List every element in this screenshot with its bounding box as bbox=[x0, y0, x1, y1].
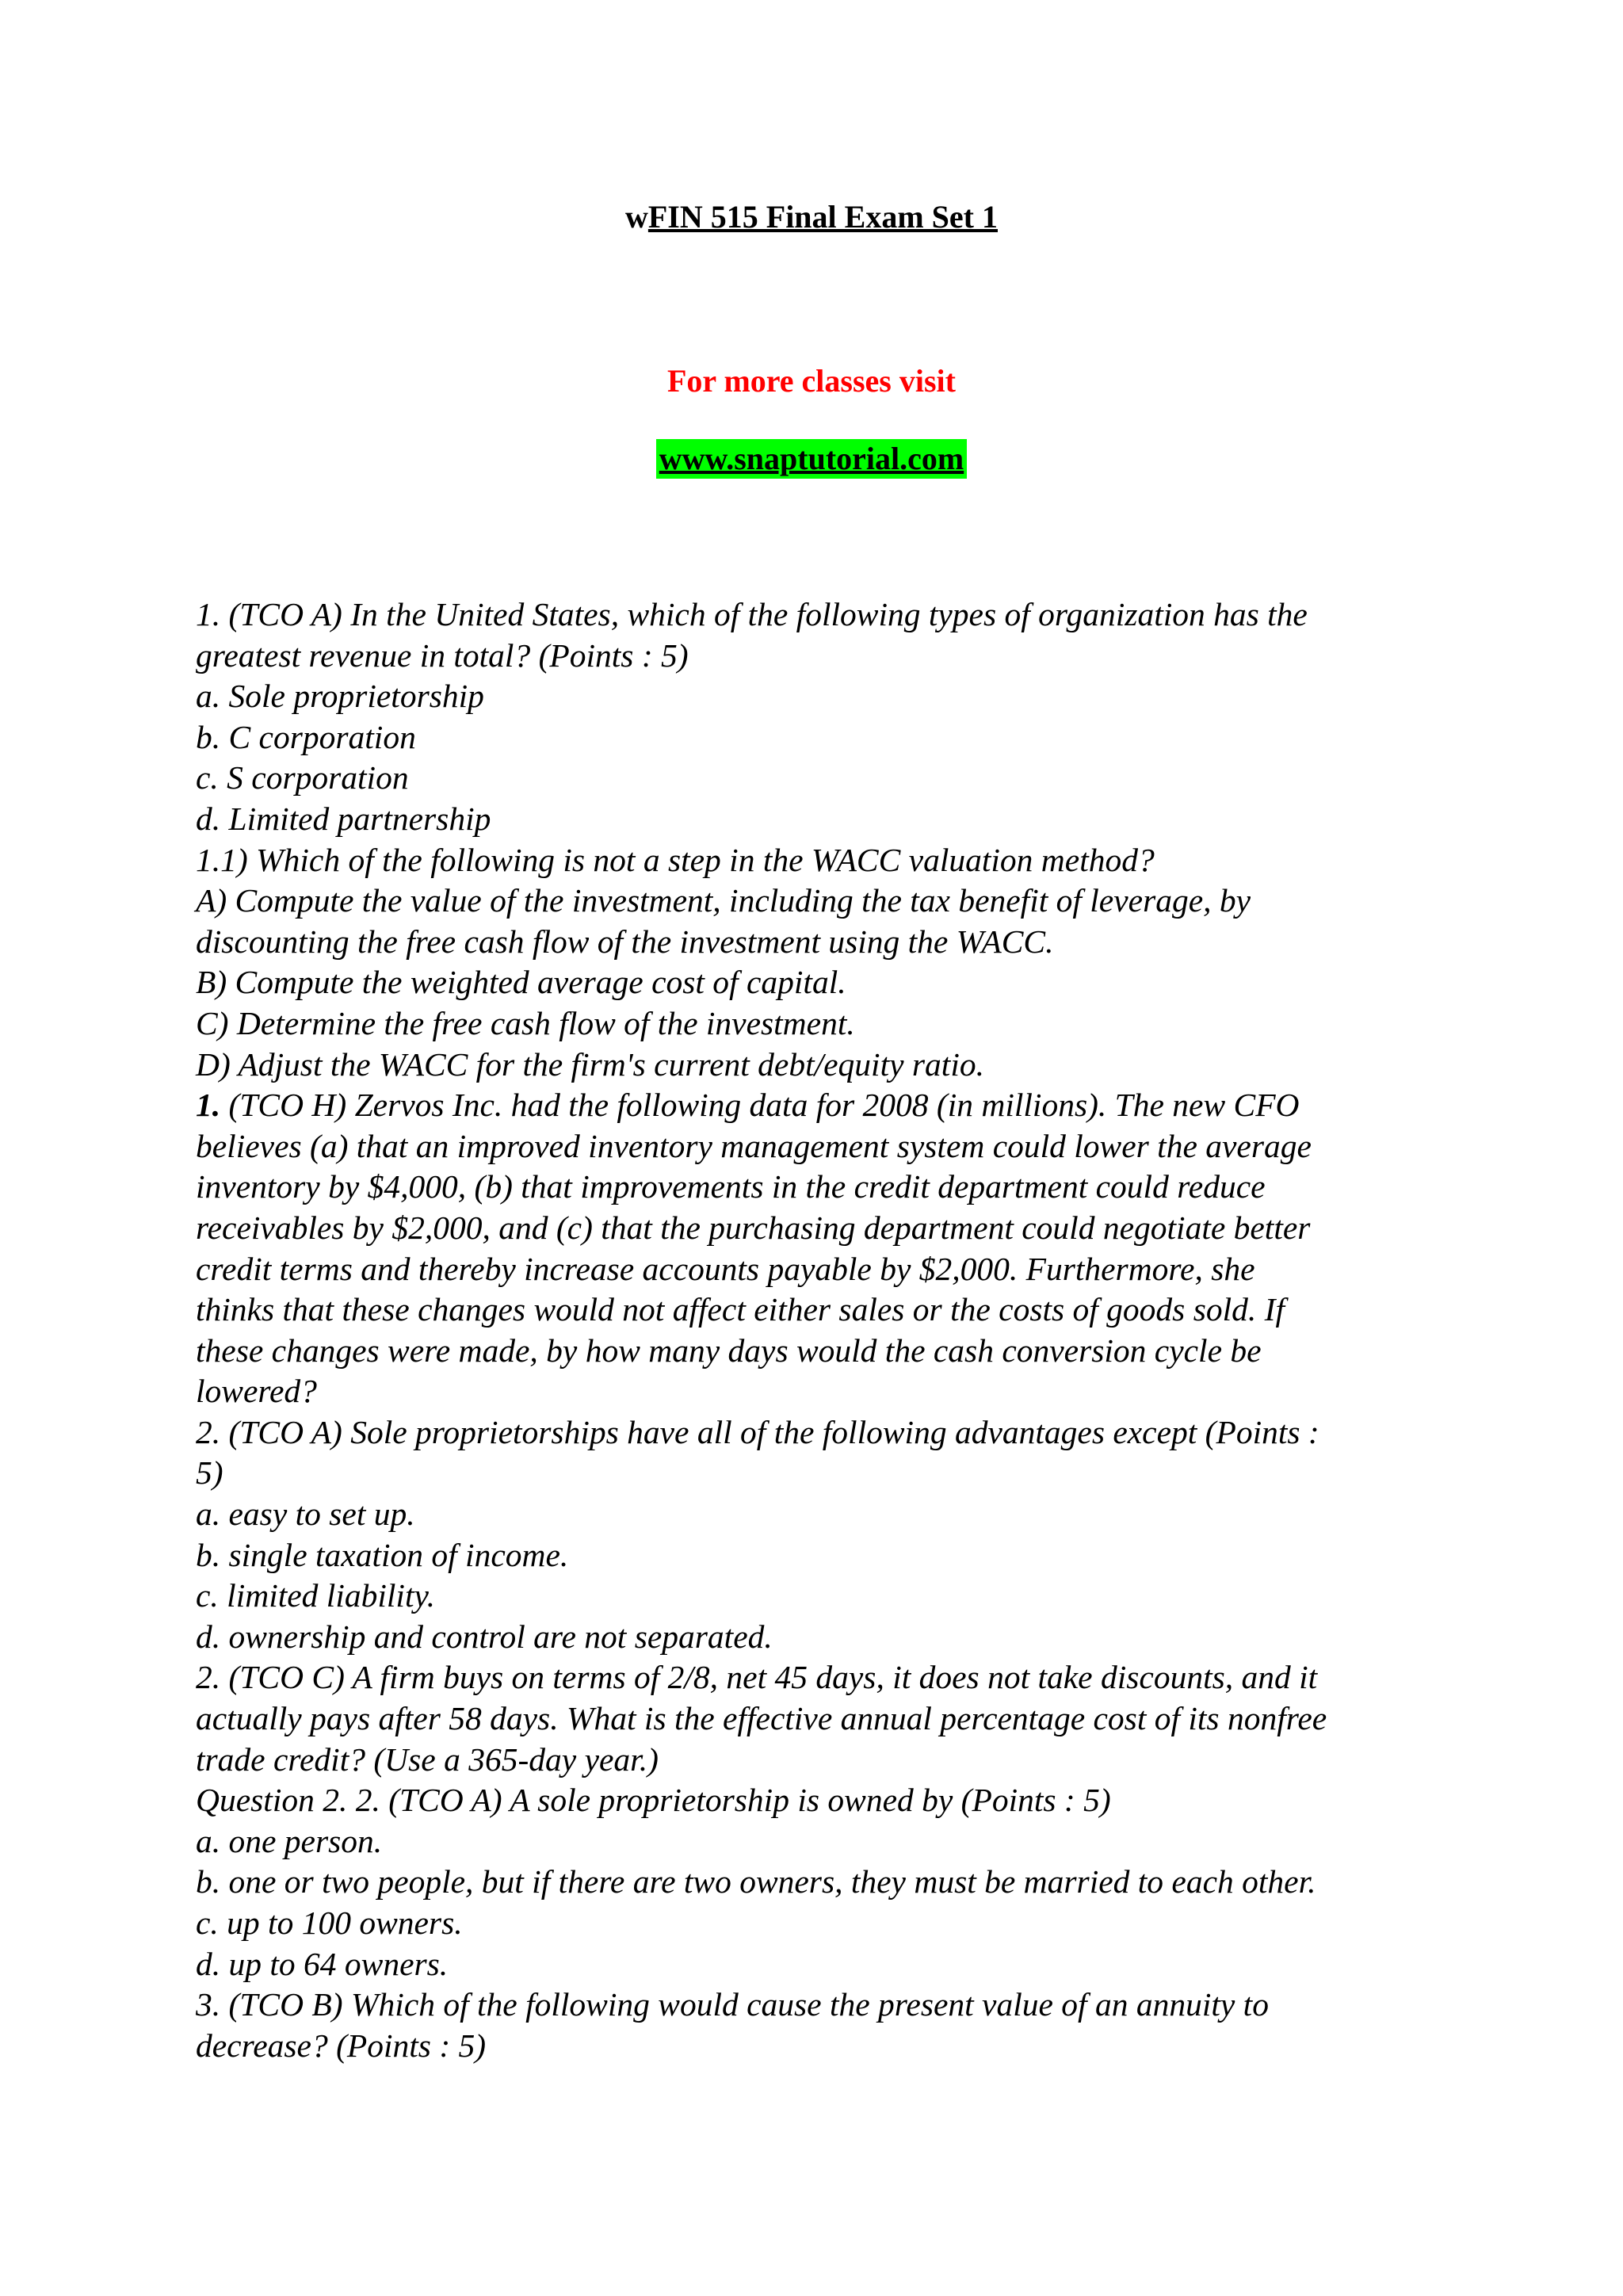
text-line: B) Compute the weighted average cost of capital. bbox=[196, 964, 846, 1001]
text-line: these changes were made, by how many days would the cash conversion cycle be bbox=[196, 1331, 1262, 1369]
title-main: FIN 515 Final Exam Set 1 bbox=[647, 199, 998, 235]
text-line: believes (a) that an improved inventory management system could lower the average bbox=[196, 1127, 1312, 1164]
text-line: 1. (TCO A) In the United States, which of the following types of organization has the bbox=[196, 596, 1308, 632]
promo-text: For more classes visit bbox=[666, 363, 956, 399]
text-line: D) Adjust the WACC for the firm's current debt/equity ratio. bbox=[196, 1045, 984, 1083]
exam-content bbox=[196, 594, 1432, 2066]
text-line: inventory by $4,000, (b) that improvements in the credit department could reduce bbox=[196, 1168, 1266, 1205]
text-line: discounting the free cash flow of the investment using the WACC. bbox=[196, 923, 1054, 960]
text-line: lowered? bbox=[196, 1373, 317, 1410]
text-line: (TCO H) Zervos Inc. had the following data for 2008 (in millions). The new CFO bbox=[228, 1087, 1300, 1124]
promo-link[interactable]: www.snaptutorial.com bbox=[656, 439, 967, 479]
text-line: decrease? (Points : 5) bbox=[196, 2027, 487, 2064]
text-line: a. one person. bbox=[196, 1822, 383, 1859]
text-line: 2. (TCO C) A firm buys on terms of 2/8, net 45 days, it does not take discounts, and it bbox=[196, 1659, 1318, 1696]
text-line: a. Sole proprietorship bbox=[196, 678, 484, 715]
text-line: c. limited liability. bbox=[196, 1577, 435, 1614]
text-line: greatest revenue in total? (Points : 5) bbox=[196, 636, 689, 674]
promo-link-wrapper bbox=[0, 439, 1623, 479]
bold-number: 1. bbox=[196, 1087, 221, 1124]
text-line: d. up to 64 owners. bbox=[196, 1945, 449, 1982]
text-line: b. one or two people, but if there are two owners, they must be married to each other. bbox=[196, 1863, 1316, 1901]
text-line: d. Limited partnership bbox=[196, 800, 491, 837]
text-line: 2. (TCO A) Sole proprietorships have all of the following advantages except (Points : bbox=[196, 1413, 1319, 1450]
text-line: Question 2. 2. (TCO A) A sole proprietorship is owned by (Points : 5) bbox=[196, 1782, 1111, 1819]
text-line: c. up to 100 owners. bbox=[196, 1904, 463, 1941]
text-line: 3. (TCO B) Which of the following would cause the present value of an annuity to bbox=[196, 1986, 1269, 2023]
text-line: receivables by $2,000, and (c) that the purchasing department could negotiate better bbox=[196, 1209, 1311, 1246]
text-line: c. S corporation bbox=[196, 759, 409, 797]
text-line-with-bold-prefix bbox=[196, 1085, 1432, 1126]
text-line: d. ownership and control are not separated. bbox=[196, 1618, 773, 1655]
text-line: b. single taxation of income. bbox=[196, 1536, 569, 1573]
text-line: credit terms and thereby increase accounts payable by $2,000. Furthermore, she bbox=[196, 1250, 1255, 1287]
text-line: C) Determine the free cash flow of the investment. bbox=[196, 1004, 855, 1041]
text-line: actually pays after 58 days. What is the effective annual percentage cost of its nonfree bbox=[196, 1700, 1327, 1737]
title-prefix: w bbox=[624, 199, 648, 235]
text-line: trade credit? (Use a 365-day year.) bbox=[196, 1740, 659, 1778]
page-title bbox=[0, 197, 1623, 238]
text-line: A) Compute the value of the investment, including the tax benefit of leverage, by bbox=[196, 882, 1251, 919]
text-line: a. easy to set up. bbox=[196, 1496, 415, 1533]
text-line: thinks that these changes would not affect either sales or the costs of goods sold. If bbox=[196, 1291, 1285, 1328]
text-line: 1.1) Which of the following is not a step in the WACC valuation method? bbox=[196, 841, 1155, 878]
text-line: 5) bbox=[196, 1454, 223, 1492]
text-line: b. C corporation bbox=[196, 718, 416, 755]
